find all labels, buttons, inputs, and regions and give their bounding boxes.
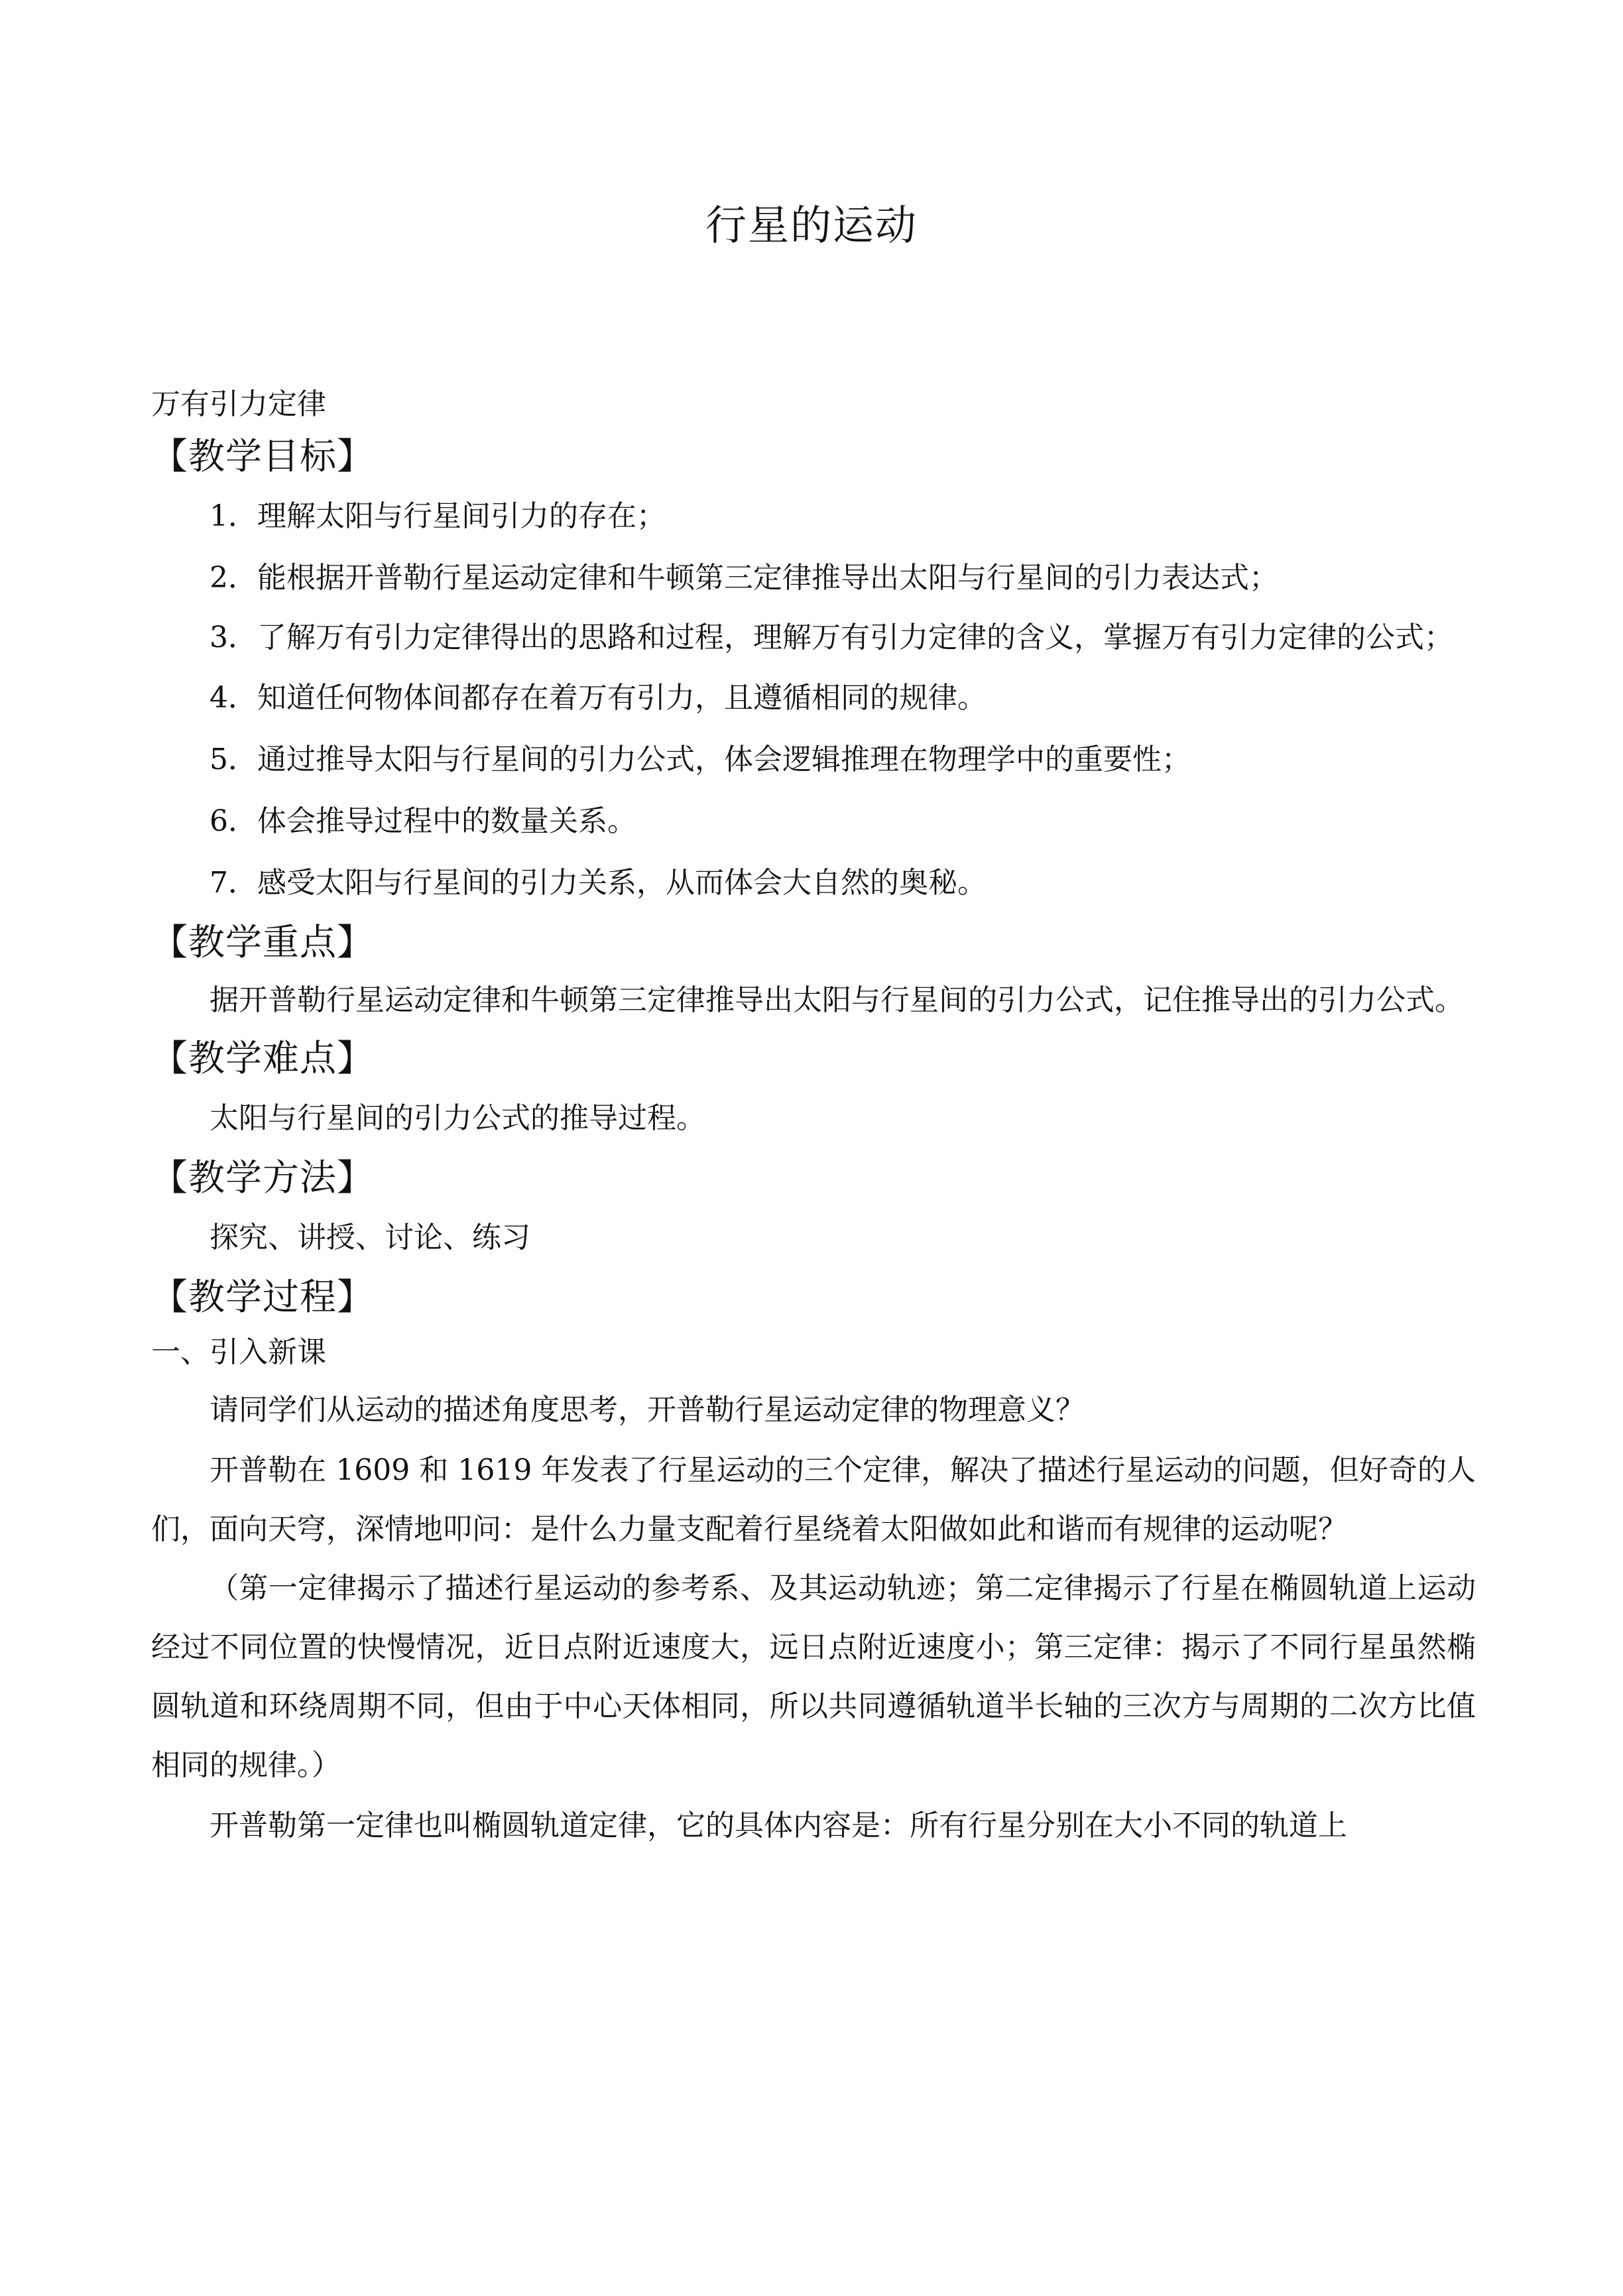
key-points-text: 据开普勒行星运动定律和牛顿第三定律推导出太阳与行星间的引力公式，记住推导出的引力公式。	[210, 983, 1464, 1017]
objective-item: 1．理解太阳与行星间引力的存在；	[210, 499, 666, 533]
process-heading: 【教学过程】	[151, 1276, 375, 1318]
objective-item: 2．能根据开普勒行星运动定律和牛顿第三定律推导出太阳与行星间的引力表达式；	[210, 561, 1278, 595]
difficulties-heading: 【教学难点】	[151, 1037, 375, 1079]
document-body	[151, 381, 1476, 1856]
process-paragraph: 开普勒第一定律也叫椭圆轨道定律，它的具体内容是：所有行星分别在大小不同的轨道上	[210, 1809, 1347, 1843]
process-paragraph: （第一定律揭示了描述行星运动的参考系、及其运动轨迹；第二定律揭示了行星在椭圆轨道上运动经过不同位置的快慢情况，近日点附近速度大，远日点附近速度小；第三定律：揭示了不同行星虽然椭圆轨道和环绕周期不同，但由于中心天体相同，所以共同遵循轨道半长轴的三次方与周期的二次方比值相同的规律。）	[151, 1571, 1476, 1782]
process-paragraph: 请同学们从运动的描述角度思考，开普勒行星运动定律的物理意义？	[210, 1393, 1085, 1427]
objective-item: 5．通过推导太阳与行星间的引力公式，体会逻辑推理在物理学中的重要性；	[210, 743, 1191, 776]
process-paragraph: 开普勒在 1609 和 1619 年发表了行星运动的三个定律，解决了描述行星运动的问题，但好奇的人们，面向天穹，深情地叩问：是什么力量支配着行星绕着太阳做如此和谐而有规律的运动呢？	[151, 1453, 1476, 1546]
objective-item: 6．体会推导过程中的数量关系。	[210, 804, 636, 838]
process-part1-title: 一、引入新课	[151, 1335, 326, 1369]
objectives-list	[151, 485, 1476, 914]
difficulties-text: 太阳与行星间的引力公式的推导过程。	[210, 1101, 705, 1135]
document-title: 行星的运动	[705, 201, 918, 249]
objective-item: 4．知道任何物体间都存在着万有引力，且遵循相同的规律。	[210, 681, 987, 715]
key-points-heading: 【教学重点】	[151, 921, 375, 963]
objective-item: 3．了解万有引力定律得出的思路和过程，理解万有引力定律的含义，掌握万有引力定律的公式；	[210, 621, 1453, 654]
document-subtitle: 万有引力定律	[151, 387, 326, 421]
methods-text: 探究、讲授、讨论、练习	[210, 1221, 530, 1254]
objective-item: 7．感受太阳与行星间的引力关系，从而体会大自然的奥秘。	[210, 866, 987, 900]
objectives-heading: 【教学目标】	[151, 435, 375, 477]
methods-heading: 【教学方法】	[151, 1156, 375, 1199]
